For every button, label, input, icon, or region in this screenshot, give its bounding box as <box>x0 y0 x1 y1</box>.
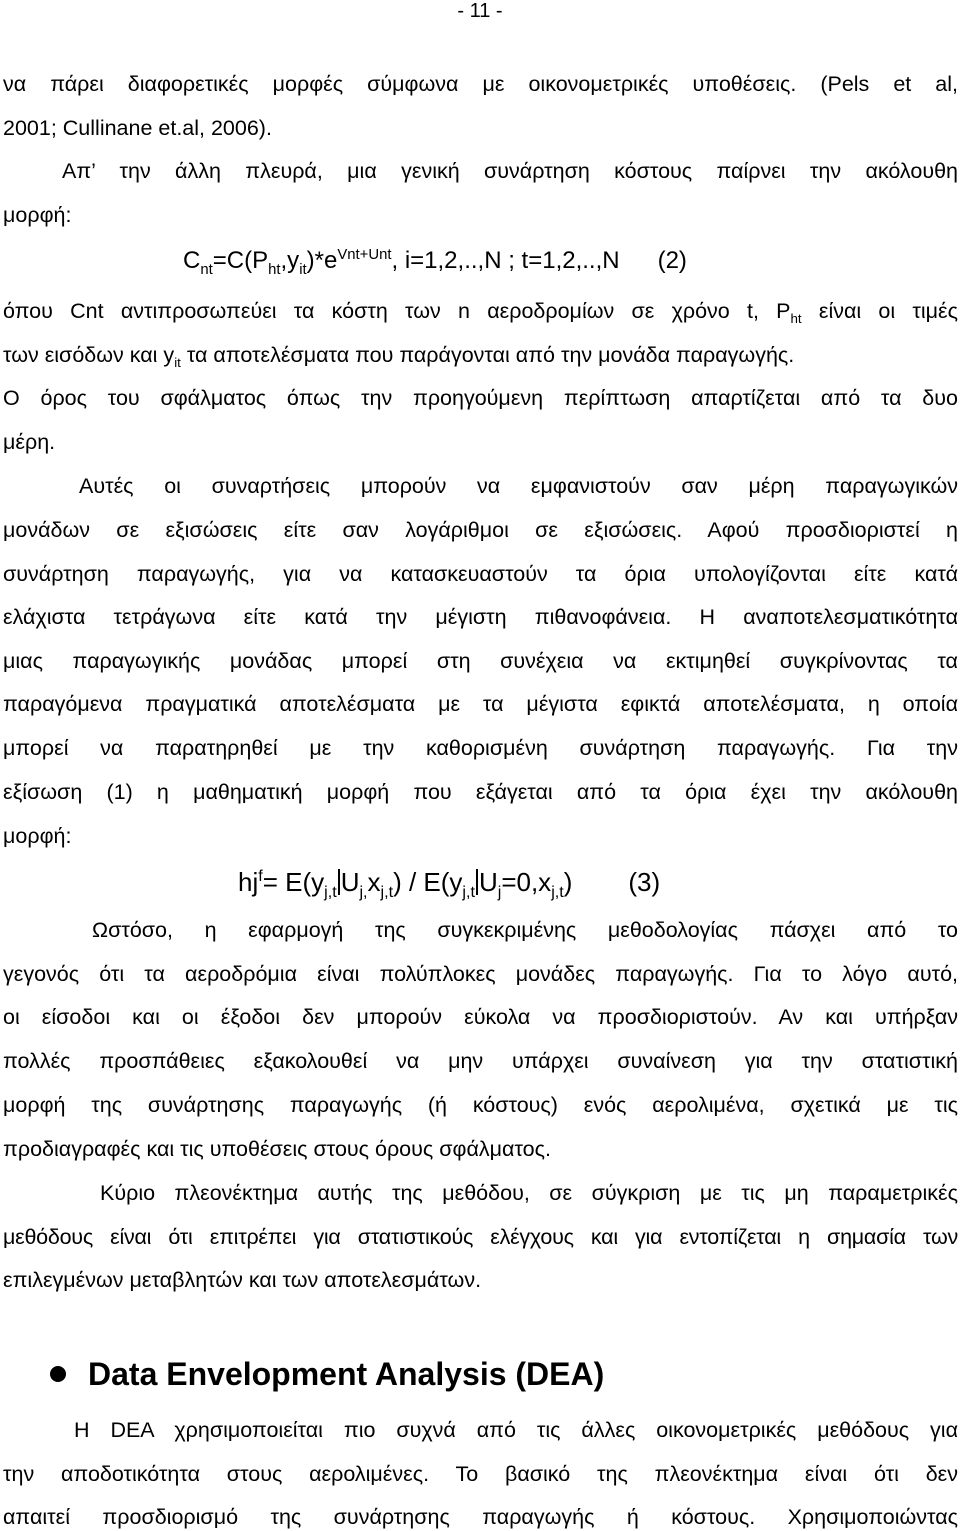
formula-text: U <box>478 867 498 897</box>
efficiency-formula <box>238 866 660 902</box>
text-line: Ο όρος του σφάλματος όπως την προηγούμενη περίπτωση απαρτίζεται από τα δυο <box>3 386 958 410</box>
subscript: ht <box>790 311 802 327</box>
text-line: μιας παραγωγικής μονάδας μπορεί στη συνέχεια να εκτιμηθεί συγκρίνοντας τα <box>3 649 958 673</box>
text-line: μεθόδους είναι ότι επιτρέπει για στατιστικούς ελέγχους και για εντοπίζεται η σημασία των <box>3 1225 958 1249</box>
formula-text: , i=1,2,..,N ; t=1,2,..,N <box>391 247 620 274</box>
text-line: επιλεγμένων μεταβλητών και των αποτελεσμάτων. <box>3 1268 482 1292</box>
equation-number: (2) <box>657 247 687 274</box>
formula-text: = E(y <box>262 867 325 897</box>
text-line: πολλές προσπάθειες εξακολουθεί να μην υπάρχει συναίνεση για την στατιστική <box>3 1049 958 1073</box>
text-line: απαιτεί προσδιορισμό της συνάρτησης παραγωγής ή κόστους. Χρησιμοποιώντας <box>3 1505 958 1529</box>
formula-subscript: j, <box>359 883 368 902</box>
conditional-bar <box>338 869 340 895</box>
text-line: να πάρει διαφορετικές μορφές σύμφωνα με οικονομετρικές υποθέσεις. (Pels et al, <box>3 72 958 96</box>
text-line <box>3 341 958 372</box>
text-line: Η DEA χρησιμοποιείται πιο συχνά από τις άλλες οικονομετρικές μεθόδους για <box>74 1418 958 1442</box>
text-line: συνάρτηση παραγωγής, για να κατασκευαστούν τα όρια υπολογίζονται είτε κατά <box>3 562 958 586</box>
formula-subscript: ht <box>268 261 281 278</box>
formula-text: U <box>340 867 360 897</box>
formula-subscript: nt <box>200 261 213 278</box>
text-line: μορφή: <box>3 824 72 848</box>
text-line: εξίσωση (1) η μαθηματική μορφή που εξάγεται από τα όρια έχει την ακόλουθη <box>3 780 958 804</box>
formula-subscript: j <box>497 883 502 902</box>
formula-subscript: j,t <box>324 883 337 902</box>
formula-text: ,y <box>280 247 300 274</box>
text-line: Ωστόσο, η εφαρμογή της συγκεκριμένης μεθοδολογίας πάσχει από το <box>92 918 958 942</box>
text-line: Αυτές οι συναρτήσεις μπορούν να εμφανιστούν σαν μέρη παραγωγικών <box>79 474 958 498</box>
text-line: Απ’ την άλλη πλευρά, μια γενική συνάρτηση κόστους παίρνει την ακόλουθη <box>62 159 958 183</box>
formula-text: )*e <box>306 247 338 274</box>
subscript: it <box>174 355 181 371</box>
page-number: - 11 - <box>457 0 503 22</box>
text-span: των εισόδων και y <box>3 343 175 367</box>
formula-subscript: j,t <box>462 883 475 902</box>
text-line: παραγόμενα πραγματικά αποτελέσματα με τα μέγιστα εφικτά αποτελέσματα, η οποία <box>3 692 958 716</box>
section-heading: Data Envelopment Analysis (DEA) <box>88 1356 605 1392</box>
formula-subscript: it <box>299 261 307 278</box>
text-line: μορφή της συνάρτησης παραγωγής (ή κόστους) ενός αερολιμένα, σχετικά με τις <box>3 1093 958 1117</box>
bullet-icon <box>50 1366 66 1382</box>
text-line: την αποδοτικότητα στους αερολιμένες. Το βασικό της πλεονέκτημα είναι ότι δεν <box>3 1462 958 1486</box>
conditional-bar <box>476 869 478 895</box>
formula-subscript: j,t <box>380 883 394 902</box>
text-span: τα αποτελέσματα που παράγονται από την μονάδα παραγωγής. <box>180 343 795 367</box>
text-line: μονάδων σε εξισώσεις είτε σαν λογάριθμοι σε εξισώσεις. Αφού προσδιοριστεί η <box>3 518 958 542</box>
formula-superscript: Vnt+Unt <box>337 246 392 263</box>
formula-text: hj <box>238 867 259 897</box>
text-line: Κύριο πλεονέκτημα αυτής της μεθόδου, σε σύγκριση με τις μη παραμετρικές <box>100 1181 958 1205</box>
text-line: προδιαγραφές και τις υποθέσεις στους όρους σφάλματος. <box>3 1137 551 1161</box>
text-line: μέρη. <box>3 430 56 454</box>
text-span: είναι οι τιμές <box>801 299 958 323</box>
text-line: οι είσοδοι και οι έξοδοι δεν μπορούν εύκολα να προσδιοριστούν. Αν και υπήρξαν <box>3 1005 958 1029</box>
formula-text: ) <box>563 867 573 897</box>
text-line: μορφή: <box>3 203 72 227</box>
text-span: όπου Cnt αντιπροσωπεύει τα κόστη των n αεροδρομίων σε χρόνο t, P <box>3 299 791 323</box>
formula-subscript: j,t <box>551 883 564 902</box>
equation-number: (3) <box>628 867 661 897</box>
formula-superscript: f <box>258 867 263 886</box>
formula-text: ) / E(y <box>393 867 463 897</box>
formula-text: C <box>183 247 201 274</box>
formula-text: x <box>367 867 381 897</box>
cost-function-formula <box>183 245 687 280</box>
text-line: 2001; Cullinane et.al, 2006). <box>3 116 272 140</box>
text-line: γεγονός ότι τα αεροδρόμια είναι πολύπλοκες μονάδες παραγωγής. Για το λόγο αυτό, <box>3 962 958 986</box>
formula-text: =C(P <box>212 247 269 274</box>
text-line: μπορεί να παρατηρηθεί με την καθορισμένη συνάρτηση παραγωγής. Για την <box>3 736 958 760</box>
text-line: ελάχιστα τετράγωνα είτε κατά την μέγιστη πιθανοφάνεια. Η αναποτελεσματικότητα <box>3 605 958 629</box>
text-line <box>3 297 958 328</box>
formula-text: =0,x <box>501 867 552 897</box>
